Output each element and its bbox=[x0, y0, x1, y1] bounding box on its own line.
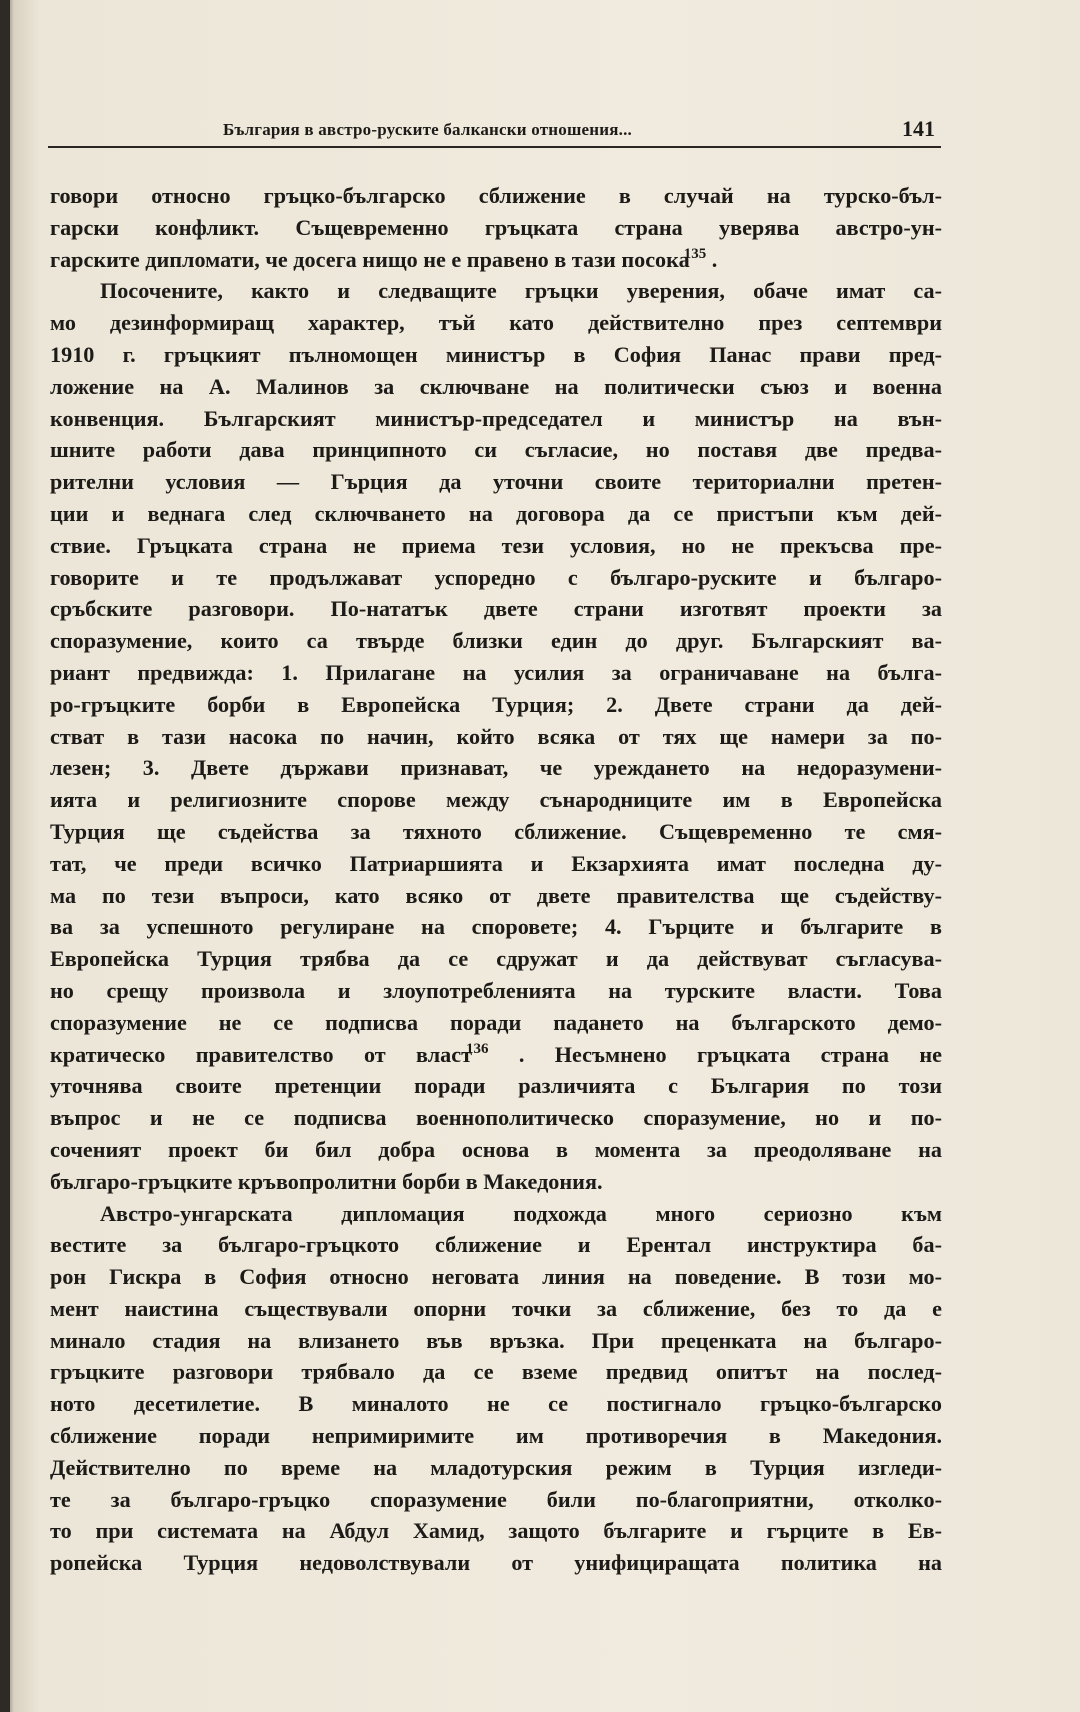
line-text: шните работи дава принципното си съгласие, но поставя две предва- bbox=[50, 437, 942, 463]
line-text: сближение поради непримиримите им противоречия в Македония. bbox=[50, 1423, 942, 1449]
line-text: уточнява своите претенции поради различията с България по този bbox=[50, 1073, 942, 1099]
text-line bbox=[50, 593, 942, 625]
footnote-marker: 135 bbox=[683, 245, 707, 262]
line-text: Европейска Турция трябва да се сдружат и да действуват съгласува- bbox=[50, 946, 942, 972]
line-text: вестите за българо-гръцкото сближение и Ерентал инструктира ба- bbox=[50, 1232, 942, 1258]
text-line bbox=[50, 689, 942, 721]
text-line bbox=[50, 1166, 942, 1198]
line-text: гарските дипломати, че досега нищо не е правено в тази посока bbox=[50, 246, 690, 272]
line-text: българо-гръцките кръвопролитни борби в Македония. bbox=[50, 1168, 603, 1194]
text-line bbox=[50, 371, 942, 403]
text-line bbox=[50, 307, 942, 339]
footnote-marker: 136 bbox=[466, 1040, 489, 1057]
line-text: ро-гръцките борби в Европейска Турция; 2. Двете страни да дей- bbox=[50, 691, 942, 717]
text-line bbox=[50, 1198, 942, 1230]
book-spine-shadow bbox=[0, 0, 10, 1712]
line-text: Действително по време на младотурския режим в Турция изгледи- bbox=[50, 1454, 942, 1480]
line-text-continued: . bbox=[706, 246, 718, 272]
line-text: споразумение, които са твърде близки един до друг. Българският ва- bbox=[50, 628, 942, 654]
text-line bbox=[50, 434, 942, 466]
line-text: Посочените, както и следващите гръцки уверения, обаче имат са- bbox=[100, 278, 942, 304]
line-text: мент наистина съществували опорни точки за сближение, без то да е bbox=[50, 1295, 942, 1321]
line-text: то при системата на Абдул Хамид, защото българите и гърците в Ев- bbox=[50, 1518, 942, 1544]
line-text: ложение на А. Малинов за сключване на политически съюз и военна bbox=[50, 373, 942, 399]
line-text: тат, че преди всичко Патриаршията и Екзархията имат последна ду- bbox=[50, 850, 942, 876]
line-text: соченият проект би бил добра основа в момента за преодоляване на bbox=[50, 1136, 942, 1162]
line-text: минало стадия на влизането във връзка. При преценката на българо- bbox=[50, 1327, 942, 1353]
line-text: те за българо-гръцко споразумение били по-благоприятни, отколко- bbox=[50, 1486, 942, 1512]
line-text: но срещу произвола и злоупотребленията на турските власти. Това bbox=[50, 977, 942, 1003]
text-line bbox=[50, 880, 942, 912]
line-text: конвенция. Българският министър-председател и министър на вън- bbox=[50, 405, 942, 431]
text-line bbox=[50, 1134, 942, 1166]
line-text: стват в тази насока по начин, който всяка от тях ще намери за по- bbox=[50, 723, 942, 749]
text-line bbox=[50, 975, 942, 1007]
text-line bbox=[50, 212, 942, 244]
text-line bbox=[50, 562, 942, 594]
text-line bbox=[50, 1452, 942, 1484]
line-text: гръцките разговори трябвало да се вземе предвид опитът на послед- bbox=[50, 1359, 942, 1385]
text-line bbox=[50, 784, 942, 816]
text-line bbox=[50, 657, 942, 689]
line-text: ията и религиозните спорове между сънародниците им в Европейска bbox=[50, 787, 942, 813]
text-line bbox=[50, 816, 942, 848]
running-title: България в австро-руските балкански отношения... bbox=[223, 120, 632, 139]
line-text: кратическо правителство от власт bbox=[50, 1041, 473, 1067]
text-line bbox=[50, 244, 942, 276]
line-text: ното десетилетие. В миналото не се постигнало гръцко-българско bbox=[50, 1391, 942, 1417]
text-line bbox=[50, 625, 942, 657]
line-text: рон Гискра в София относно неговата линия на поведение. В този мо- bbox=[50, 1264, 942, 1290]
line-text-continued: . Несъмнено гръцката страна не bbox=[488, 1041, 942, 1067]
line-text: ции и веднага след сключването на договора да се пристъпи към дей- bbox=[50, 500, 942, 526]
text-line bbox=[50, 1420, 942, 1452]
line-text: споразумение не се подписва поради падането на българското демо- bbox=[50, 1009, 942, 1035]
text-line bbox=[50, 498, 942, 530]
text-line bbox=[50, 180, 942, 212]
line-text: мо дезинформиращ характер, тъй като действително през септември bbox=[50, 310, 942, 336]
line-text: ма по тези въпроси, като всяко от двете правителства ще съдейству- bbox=[50, 882, 942, 908]
line-text: лезен; 3. Двете държави признават, че уреждането на недоразумени- bbox=[50, 755, 942, 781]
line-text: сръбските разговори. По-нататък двете страни изготвят проекти за bbox=[50, 596, 942, 622]
running-header bbox=[48, 116, 941, 148]
text-line bbox=[50, 1547, 942, 1579]
line-text: говорите и те продължават успоредно с българо-руските и българо- bbox=[50, 564, 942, 590]
line-text: гарски конфликт. Същевременно гръцката страна уверява австро-ун- bbox=[50, 214, 942, 240]
text-line bbox=[50, 1356, 942, 1388]
line-text: говори относно гръцко-българско сближение в случай на турско-бъл- bbox=[50, 183, 942, 208]
text-line bbox=[50, 752, 942, 784]
line-text: ропейска Турция недоволствували от унифициращата политика на bbox=[50, 1550, 942, 1576]
line-text: ствие. Гръцката страна не приема тези условия, но не прекъсва пре- bbox=[50, 532, 942, 558]
text-line bbox=[50, 1102, 942, 1134]
text-line bbox=[50, 1325, 942, 1357]
text-line bbox=[50, 1388, 942, 1420]
body-text bbox=[50, 180, 942, 1620]
line-text: риант предвижда: 1. Прилагане на усилия за ограничаване на бълга- bbox=[50, 659, 942, 685]
text-line bbox=[50, 1039, 942, 1071]
text-line bbox=[50, 1007, 942, 1039]
text-line bbox=[50, 721, 942, 753]
text-line bbox=[50, 466, 942, 498]
text-line bbox=[50, 943, 942, 975]
line-text: ва за успешното регулиране на споровете; 4. Гърците и българите в bbox=[50, 914, 942, 940]
text-line bbox=[50, 1293, 942, 1325]
text-line bbox=[50, 1484, 942, 1516]
text-line bbox=[50, 1229, 942, 1261]
page-number: 141 bbox=[902, 116, 935, 141]
text-line bbox=[50, 1070, 942, 1102]
text-line bbox=[50, 275, 942, 307]
line-text: Турция ще съдейства за тяхното сближение. Същевременно те смя- bbox=[50, 818, 942, 844]
line-text: въпрос и не се подписва военнополитическо споразумение, но и по- bbox=[50, 1105, 942, 1131]
text-line bbox=[50, 911, 942, 943]
line-text: 1910 г. гръцкият пълномощен министър в София Панас прави пред- bbox=[50, 341, 942, 367]
text-line bbox=[50, 403, 942, 435]
text-line bbox=[50, 530, 942, 562]
text-line bbox=[50, 1261, 942, 1293]
text-line bbox=[50, 848, 942, 880]
text-line bbox=[50, 339, 942, 371]
line-text: рителни условия — Гърция да уточни своите териториални претен- bbox=[50, 469, 942, 495]
text-line bbox=[50, 1515, 942, 1547]
line-text: Австро-унгарската дипломация подхожда много сериозно към bbox=[100, 1200, 942, 1226]
